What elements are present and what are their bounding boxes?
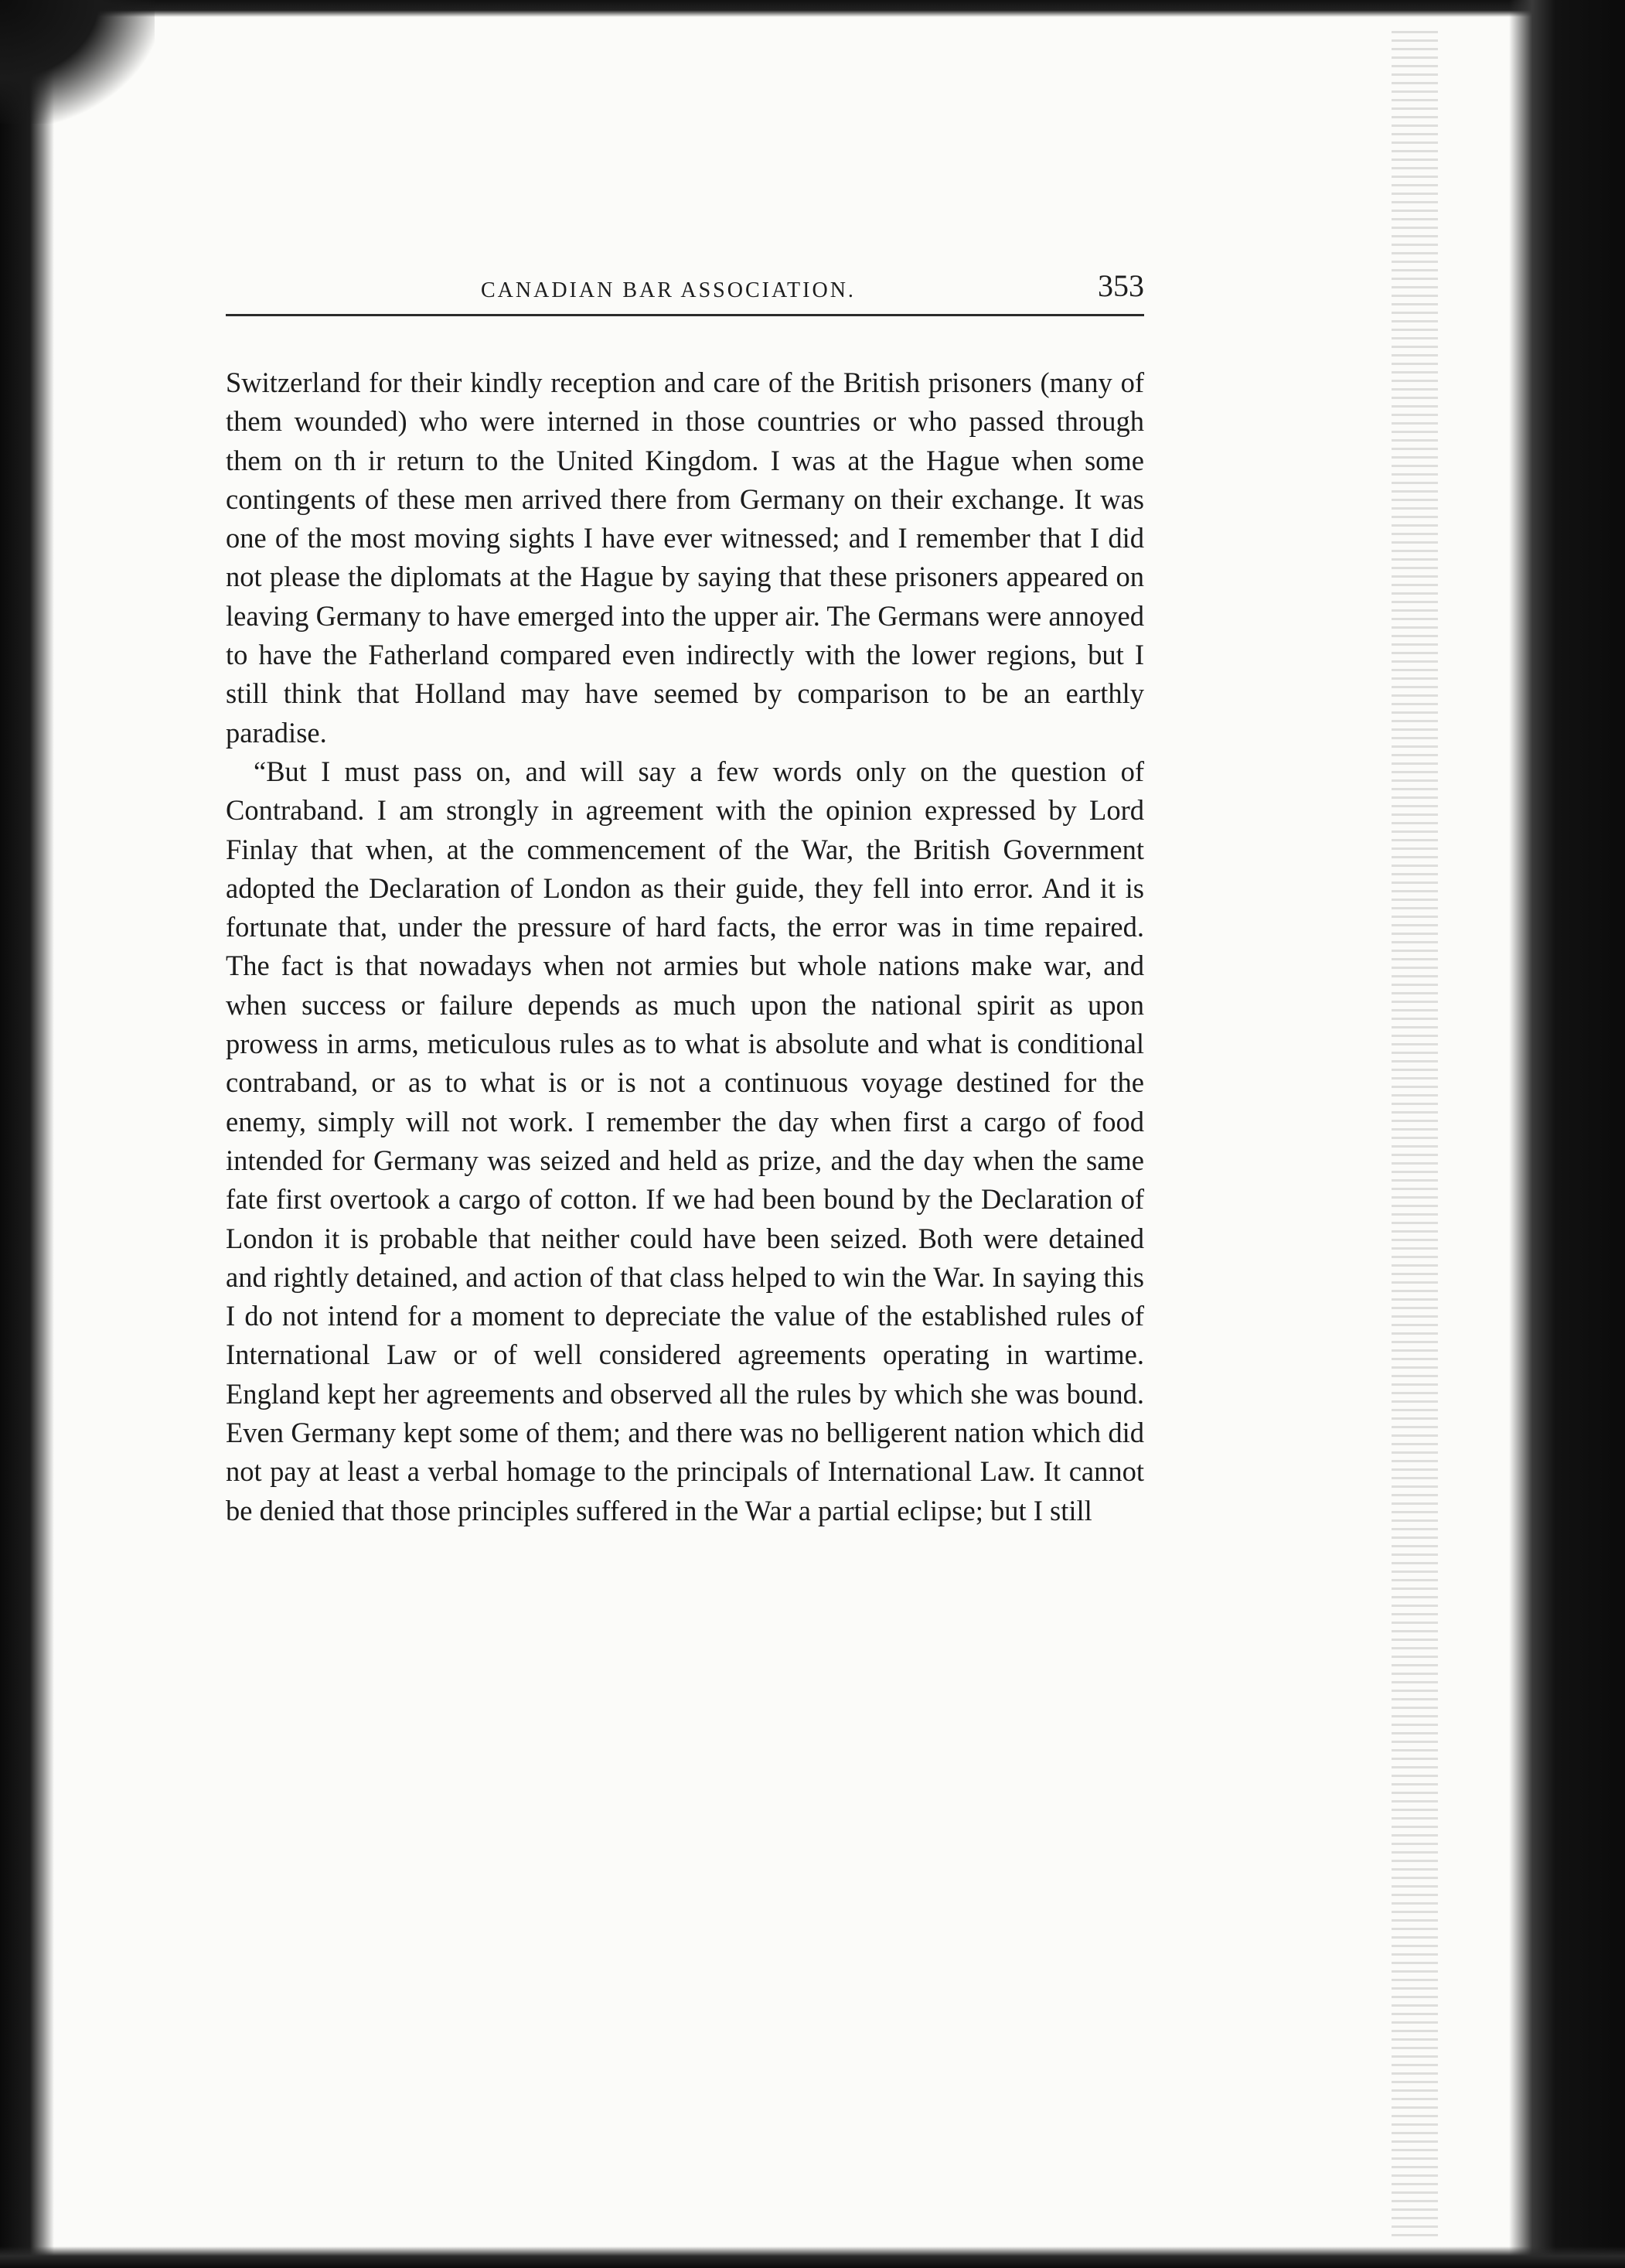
running-title: CANADIAN BAR ASSOCIATION. — [481, 278, 856, 302]
page-number: 353 — [1098, 268, 1144, 303]
scan-page-edge-texture — [1392, 31, 1438, 2242]
scan-border-right — [1509, 0, 1625, 2268]
scan-border-top — [0, 0, 1625, 17]
body-text — [226, 363, 1144, 1530]
scan-corner-shadow — [0, 0, 155, 124]
paragraph: Switzerland for their kindly reception and care of the British prisoners (many of them wounded) who were interned in those countries or who passed through them on th ir return to the United Kingdom. I was at the Hague when some contingents of these men arrived there from Germany on their exchange. It was one of the most moving sights I have ever witnessed; and I remember that I did not please the diplomats at the Hague by saying that these prisoners appeared on leaving Germany to have emerged into the upper air. The Germans were annoyed to have the Fatherland compared even indirectly with the lower regions, but I still think that Holland may have seemed by comparison to be an earthly paradise. — [226, 367, 1144, 749]
paragraph: “But I must pass on, and will say a few words only on the question of Contraband. I am strongly in agreement with the opinion expressed by Lord Finlay that when, at the commencement of the War, the British Government adopted the Declaration of London as their guide, they fell into error. And it is fortunate that, under the pressure of hard facts, the error was in time repaired. The fact is that nowadays when not armies but whole nations make war, and when success or failure depends as much upon the national spirit as upon prowess in arms, meticulous rules as to what is absolute and what is conditional contraband, or as to what is or is not a continuous voyage destined for the enemy, simply will not work. I remember the day when first a cargo of food intended for Germany was seized and held as prize, and the day when the same fate first overtook a cargo of cotton. If we had been bound by the Declaration of London it is probable that neither could have been seized. Both were detained and rightly detained, and action of that class helped to win the War. In saying this I do not intend for a moment to depreciate the value of the established rules of International Law or of well considered agreements operating in wartime. England kept her agreements and observed all the rules by which she was bound. Even Germany kept some of them; and there was no belligerent nation which did not pay at least a verbal homage to the principals of International Law. It cannot be denied that those principles suffered in the War a partial eclipse; but I still — [226, 755, 1144, 1526]
scan-border-left — [0, 0, 54, 2268]
header-rule — [226, 314, 1144, 316]
scan-border-bottom — [0, 2246, 1625, 2268]
running-head — [226, 264, 1144, 311]
